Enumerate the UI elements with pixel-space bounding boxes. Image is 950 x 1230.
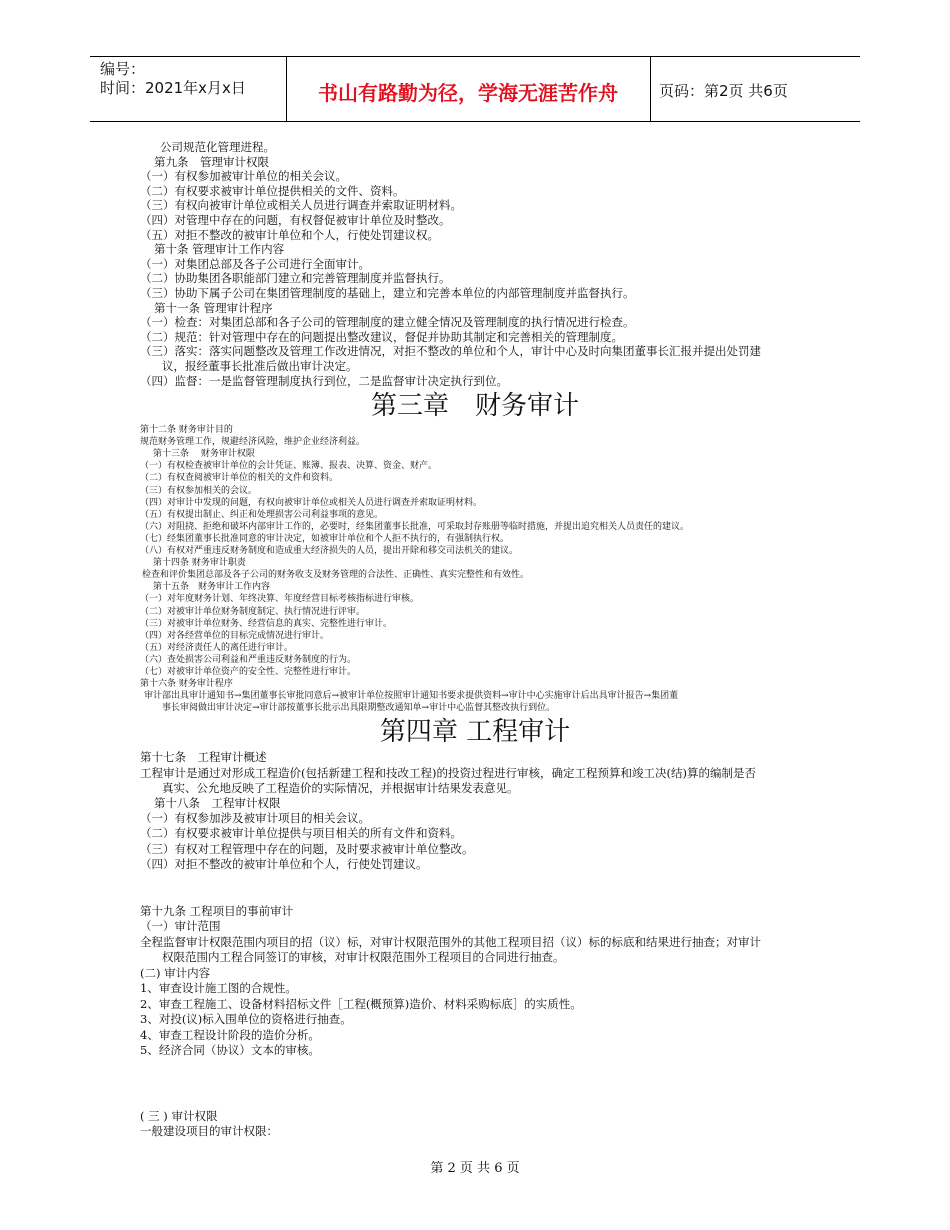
document-time-label: 时间：2021年x月x日 <box>100 79 246 97</box>
article-heading: 第十八条 工程审计权限 <box>154 795 281 810</box>
text-line: （四）对拒不整改的被审计单位和个人，行使处罚建议。 <box>140 856 428 871</box>
header-meta <box>100 60 246 98</box>
financial-audit-section <box>0 424 950 714</box>
text-line: 权限范围内工程合同签订的审核，对审计权限范围外工程项目的合同进行抽查。 <box>162 950 565 965</box>
article-heading: 第十四条 财务审计职责 <box>153 558 246 569</box>
text-line: 规范财务管理工作，规避经济风险，维护企业经济利益。 <box>140 437 366 448</box>
article-heading: 第十三条 财务审计权限 <box>153 449 255 460</box>
text-line: （四）对管理中存在的问题，有权督促被审计单位及时整改。 <box>140 212 451 227</box>
audit-authority-section <box>0 1109 950 1140</box>
pre-audit-section <box>0 904 950 1059</box>
text-line: （二）有权查阅被审计单位的相关的文件和资料。 <box>140 473 339 484</box>
article-heading: 第十七条 工程审计概述 <box>140 750 267 765</box>
text-line: （一）对集团总部及各子公司进行全面审计。 <box>140 256 370 271</box>
text-line: （一）对年度财务计划、年终决算、年度经营目标考核指标进行审核。 <box>140 594 420 605</box>
text-line: 检查和评价集团总部及各子公司的财务收支及财务管理的合法性、正确性、真实完整性和有效性。 <box>142 570 530 581</box>
engineering-audit-section <box>0 750 950 872</box>
header-top-rule <box>90 56 860 57</box>
header-bottom-rule <box>90 121 860 122</box>
text-line: （五）有权提出制止、纠正和处理损害公司利益事项的意见。 <box>140 509 384 520</box>
text-line: 一般建设项目的审计权限： <box>140 1124 278 1139</box>
text-line: （三）对被审计单位财务、经营信息的真实、完整性进行审计。 <box>140 618 393 629</box>
chapter-four-title: 第四章 工程审计 <box>379 717 571 748</box>
article-heading: 第九条 管理审计权限 <box>154 154 269 169</box>
text-line: （七）对被审计单位资产的安全性、完整性进行审计。 <box>140 666 357 677</box>
article-heading: 第十一条 管理审计程序 <box>154 300 273 315</box>
text-line: （四）监督：一是监督管理制度执行到位，二是监督审计决定执行到位。 <box>140 373 508 388</box>
text-line: 真实、公允地反映了工程造价的实际情况，并根据审计结果发表意见。 <box>162 780 519 795</box>
text-line: （二）有权要求被审计单位提供相关的文件、资料。 <box>140 183 405 198</box>
subsection-heading: （一）审计范围 <box>140 919 221 934</box>
text-line: （一）有权参加被审计单位的相关会议。 <box>140 169 347 184</box>
text-line: （五）对经济责任人的离任进行审计。 <box>140 642 294 653</box>
management-audit-section <box>0 140 950 388</box>
text-line: （二）有权要求被审计单位提供与项目相关的所有文件和资料。 <box>140 826 462 841</box>
text-line: （一）检查：对集团总部和各子公司的管理制度的建立健全情况及管理制度的执行情况进行检查。 <box>140 315 635 330</box>
text-line: （七）经集团董事长批准同意的审计决定，如被审计单位和个人拒不执行的，有强制执行权。 <box>140 533 510 544</box>
article-heading: 第十五条 财务审计工作内容 <box>153 582 271 593</box>
text-line: 事长审阅做出审计决定→审计部按董事长批示出具限期整改通知单→审计中心监督其整改执行到位。 <box>162 703 556 714</box>
chapter-three-title: 第三章 财务审计 <box>370 391 579 422</box>
text-line: （四）对各经营单位的目标完成情况进行审计。 <box>140 630 330 641</box>
article-heading: 第十二条 财务审计目的 <box>140 425 233 436</box>
text-line: （三）落实：落实问题整改及管理工作改进情况，对拒不整改的单位和个人，审计中心及时向集团董事长汇报并提出处罚建 <box>140 344 761 359</box>
text-line: 3、对投(议)标入围单位的资格进行抽查。 <box>140 1012 352 1027</box>
text-line: 全程监督审计权限范围内项目的招（议）标，对审计权限范围外的其他工程项目招（议）标的标底和结果进行抽查；对审计 <box>140 934 761 949</box>
article-heading: 第十九条 工程项目的事前审计 <box>140 903 294 918</box>
text-line: （五）对拒不整改的被审计单位和个人，行使处罚建议权。 <box>140 227 439 242</box>
header-divider-right <box>650 56 651 122</box>
text-line: 公司规范化管理进程。 <box>160 140 275 154</box>
text-line: （六）对阻挠、拒绝和破坏内部审计工作的，必要时，经集团董事长批准，可采取封存账册等临时措施，并提出追究相关人员责任的建议。 <box>140 521 690 532</box>
subsection-heading: ( 三 ) 审计权限 <box>140 1108 218 1123</box>
text-line: 1、审查设计施工图的合规性。 <box>140 981 297 996</box>
text-line: 工程审计是通过对形成工程造价(包括新建工程和技改工程)的投资过程进行审核，确定工程预算和竣工决(结)算的编制是否 <box>140 765 756 780</box>
text-line: （二）对被审计单位财务制度制定、执行情况进行评审。 <box>140 606 366 617</box>
text-line: （三）有权向被审计单位或相关人员进行调查并索取证明材料。 <box>140 198 462 213</box>
text-line: （六）查处损害公司利益和严重违反财务制度的行为。 <box>140 654 357 665</box>
text-line: 4、审查工程设计阶段的造价分析。 <box>140 1027 320 1042</box>
text-line: （八）有权对严重违反财务制度和造成重大经济损失的人员，提出开除和移交司法机关的建议。 <box>140 546 519 557</box>
text-line: 5、经济合同（协议）文本的审核。 <box>140 1043 320 1058</box>
header-motto: 书山有路勤为径，学海无涯苦作舟 <box>318 81 618 105</box>
text-line: （二）规范：针对管理中存在的问题提出整改建议，督促并协助其制定和完善相关的管理制度。 <box>140 329 623 344</box>
document-body <box>0 140 950 1140</box>
text-line: （三）有权参加相关的会议。 <box>140 485 258 496</box>
text-line: （一）有权检查被审计单位的会计凭证、账簿、报表、决算、资金、财产。 <box>140 461 438 472</box>
text-line: 议，报经董事长批准后做出审计决定。 <box>162 358 358 373</box>
text-line: （一）有权参加涉及被审计项目的相关会议。 <box>140 811 370 826</box>
text-line: （二）协助集团各职能部门建立和完善管理制度并监督执行。 <box>140 271 451 286</box>
page-footer: 第 2 页 共 6 页 <box>430 1161 520 1176</box>
article-heading: 第十六条 财务审计程序 <box>140 679 233 690</box>
subsection-heading: (二) 审计内容 <box>140 965 211 980</box>
document-number-label: 编号： <box>100 60 146 78</box>
article-heading: 第十条 管理审计工作内容 <box>154 242 285 257</box>
text-line: （三）有权对工程管理中存在的问题，及时要求被审计单位整改。 <box>140 841 474 856</box>
header-page-info: 页码：第2页 共6页 <box>659 82 788 100</box>
text-line: （三）协助下属子公司在集团管理制度的基础上，建立和完善本单位的内部管理制度并监督执行。 <box>140 285 635 300</box>
text-line: 2、审查工程施工、设备材料招标文件［工程(概预算)造价、材料采购标底］的实质性。 <box>140 996 582 1011</box>
text-line: 审计部出具审计通知书→集团董事长审批同意后→被审计单位按照审计通知书要求提供资料→审计中心实施审计后出具审计报告→集团董 <box>144 691 679 702</box>
text-line: （四）对审计中发现的问题，有权向被审计单位或相关人员进行调查并索取证明材料。 <box>140 497 483 508</box>
